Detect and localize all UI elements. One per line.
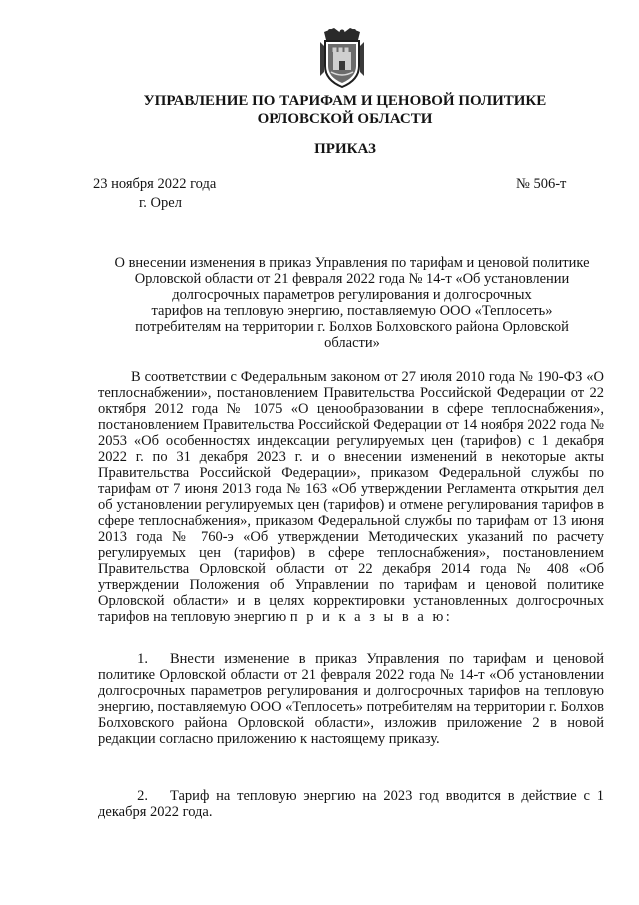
item-text: Тариф на тепловую энергию на 2023 год вводится в действие с 1 декабря 2022 года. — [98, 788, 604, 820]
order-item-1 — [98, 651, 604, 747]
document-type-title: ПРИКАЗ — [314, 141, 376, 157]
preamble-text: В соответствии с Федеральным законом от 27 июля 2010 года № 190-ФЗ «О теплоснабжении», постановлением Правительства Российской Федерации от 22 октября 2012 года № 1075 «О ценообразовании в сфере теплоснабжения», постановлением Правительства Российской Федерации от 14 ноября 2022 года № 2053 «Об особенностях индексации регулируемых цен (тарифов) с 1 декабря 2022 г. по 31 декабря 2023 г. и о внесении изменений в некоторые акты Правительства Российской Федерации», приказом Федеральной службы по тарифам от 7 июня 2013 года № 163 «Об утверждении Регламента открытия дел об установлении регулируемых цен (тарифов) и отмене регулирования тарифов в сфере теплоснабжения», приказом Федеральной службы по тарифам от 13 июня 2013 года № 760-э «Об утверждении Методических указаний по расчету регулируемых цен (тарифов) в сфере теплоснабжения», постановлением Правительства Орловской области от 22 декабря 2014 года № 408 «Об утверждении Положения об Управлении по тарифам и ценовой политике Орловской области» и в целях корректировки установленных долгосрочных тарифов на тепловую энергию — [98, 369, 604, 625]
order-command: п р и к а з ы в а ю: — [289, 609, 453, 625]
issuing-authority-title — [80, 92, 610, 128]
subject-line: О внесении изменения в приказ Управления по тарифам и ценовой политике — [114, 255, 590, 271]
order-subject — [92, 255, 612, 351]
subject-line: области» — [324, 335, 380, 351]
subject-line: тарифов на тепловую энергию, поставляемую ООО «Теплосеть» — [151, 303, 553, 319]
subject-line: потребителям на территории г. Болхов Болховского района Орловской — [135, 319, 569, 335]
item-text: Внести изменение в приказ Управления по тарифам и ценовой политике Орловской области от 21 февраля 2022 года № 14-т «Об установлении долгосрочных параметров регулирования и долгосрочных тарифов на тепловую энергию, поставляемую ООО «Теплосеть» потребителям на территории г. Болхов Болховского района Орловской области», изложив приложение 2 в новой редакции согласно приложению к настоящему приказу. — [98, 651, 604, 747]
order-date: 23 ноября 2022 года — [93, 176, 217, 192]
subject-line: Орловской области от 21 февраля 2022 года № 14-т «Об установлении — [134, 271, 570, 287]
orel-oblast-coat-of-arms-icon — [318, 28, 366, 88]
item-number: 1. — [137, 651, 148, 667]
item-number: 2. — [137, 788, 148, 804]
authority-line-1: УПРАВЛЕНИЕ ПО ТАРИФАМ И ЦЕНОВОЙ ПОЛИТИКЕ — [143, 93, 547, 109]
order-number: № 506-т — [516, 176, 567, 192]
authority-line-2: ОРЛОВСКОЙ ОБЛАСТИ — [257, 111, 433, 127]
subject-line: долгосрочных параметров регулирования и долгосрочных — [172, 287, 532, 303]
preamble-paragraph — [98, 369, 604, 625]
order-city: г. Орел — [139, 195, 182, 211]
order-item-2 — [98, 788, 604, 820]
